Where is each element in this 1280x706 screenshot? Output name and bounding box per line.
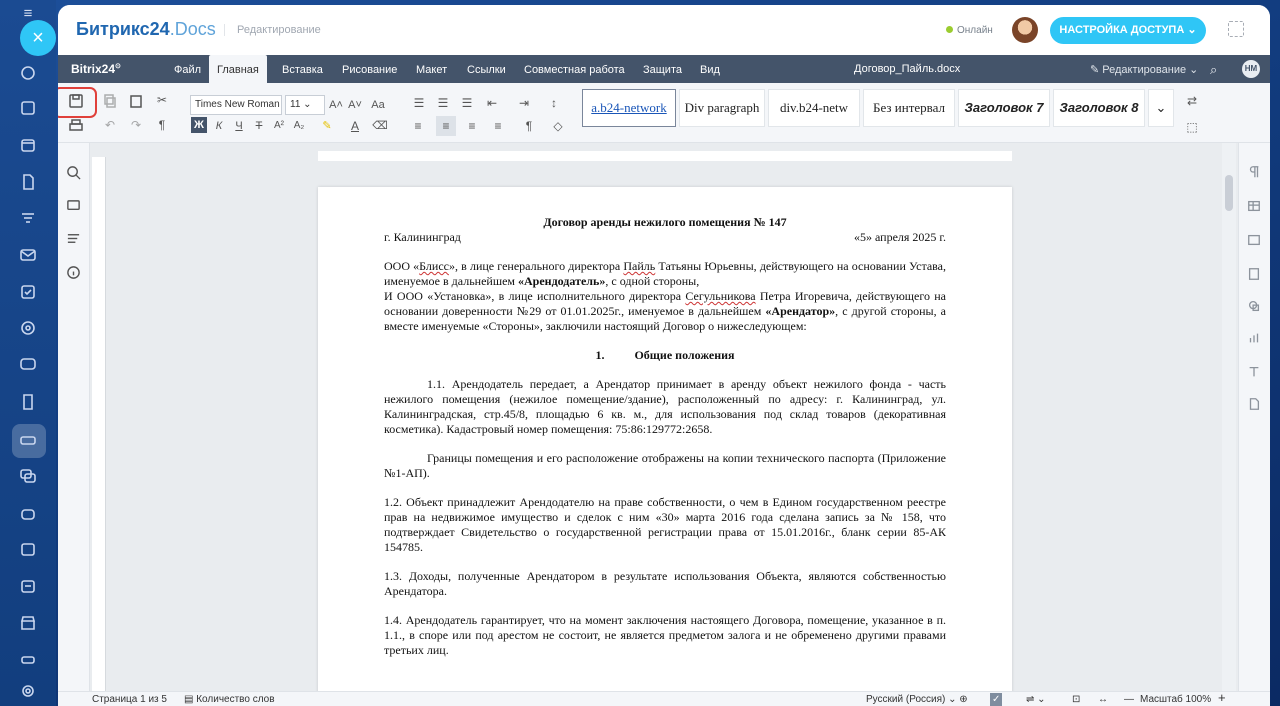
menu-view[interactable]: Вид [700, 64, 720, 76]
shrink-font-icon[interactable]: A˅ [348, 99, 362, 111]
section-heading: 1. Общие положения [595, 348, 735, 362]
robot-icon[interactable] [18, 504, 38, 524]
disk-icon[interactable] [18, 431, 38, 451]
style-div-b24[interactable]: div.b24-netw [768, 89, 860, 127]
menu-collaboration[interactable]: Совместная работа [524, 64, 625, 76]
more-icon[interactable] [18, 651, 38, 671]
navigation-icon[interactable] [66, 231, 82, 247]
globe-icon: ⊕ [959, 694, 968, 705]
document-area [58, 143, 1270, 691]
track-changes-icon[interactable]: ⇌ ⌄ [1026, 694, 1046, 705]
mode-label: Редактирование [224, 24, 321, 36]
checkbox-icon[interactable] [18, 283, 38, 303]
editor-brand-text: Bitrix24 [71, 62, 116, 76]
change-case-icon[interactable]: Aa [371, 99, 385, 111]
tasks-icon[interactable] [18, 99, 38, 119]
align-right-icon[interactable]: ≡ [468, 119, 476, 133]
text-run: Татьяны Юрьевны, действующего на основании Устава, именуемое в дальнейшем [384, 259, 946, 288]
editor-menubar [58, 55, 1270, 83]
paragraph-settings-icon[interactable] [1247, 165, 1263, 181]
bold-button[interactable]: Ж [191, 117, 207, 133]
doc-title: Договор аренды нежилого помещения № 147 [543, 215, 787, 229]
style-div-paragraph[interactable]: Div paragraph [679, 89, 765, 127]
text-run: », в лице генерального директора [448, 259, 624, 273]
numbering-icon[interactable]: ☰ [437, 96, 449, 110]
table-settings-icon[interactable] [1247, 199, 1263, 215]
menu-layout[interactable]: Макет [416, 64, 448, 76]
document-name: Договор_Пайль.docx [854, 63, 961, 75]
vertical-ruler [92, 157, 106, 691]
menu-draw[interactable]: Рисование [342, 64, 398, 76]
language-label: Русский (Россия) [866, 694, 946, 705]
doc-city-date-row [384, 230, 946, 245]
doc-paragraph-1-3: 1.3. Доходы, полученные Арендатором в результате использования Объекта, являются собственностью Арендатора. [384, 569, 946, 598]
user-initials-badge[interactable]: НМ [1242, 60, 1260, 78]
decrease-indent-icon[interactable]: ⇤ [486, 96, 498, 110]
online-status [946, 25, 993, 36]
menu-references[interactable]: Ссылки [467, 64, 506, 76]
undo-icon[interactable]: ↶ [104, 118, 116, 132]
doc-city: г. Калининград [384, 230, 461, 244]
document-page[interactable] [318, 187, 1012, 706]
user-avatar[interactable] [1012, 17, 1038, 43]
select-icon[interactable]: ⬚ [1186, 120, 1198, 134]
documents-icon[interactable] [18, 173, 38, 193]
spellcheck-word: Сегульникова [685, 289, 756, 303]
doc-paragraph-boundaries: Границы помещения и его расположение отображены на копии технического паспорта (Приложение №1-АП). [384, 451, 946, 480]
search-icon[interactable] [66, 165, 82, 181]
access-button-label: НАСТРОЙКА ДОСТУПА [1059, 24, 1185, 36]
access-settings-button[interactable] [1050, 17, 1206, 44]
header-footer-icon[interactable] [1247, 267, 1263, 283]
word-count[interactable] [184, 693, 275, 706]
logo-main-text: Битрикс24 [76, 19, 170, 39]
vertical-scrollbar[interactable] [1222, 143, 1236, 691]
fullscreen-icon[interactable] [1228, 21, 1244, 37]
save-icon[interactable] [66, 90, 86, 110]
top-header [58, 5, 1270, 55]
font-name-select[interactable]: Times New Roman [190, 95, 282, 115]
calendar-icon[interactable] [18, 136, 38, 156]
scrollbar-thumb[interactable] [1225, 175, 1233, 211]
pencil-icon: ✎ [1090, 64, 1100, 76]
text-run-bold: «Арендодатель» [518, 274, 606, 288]
highlight-color-icon[interactable]: ✎ [322, 120, 332, 132]
format-painter-icon[interactable]: ¶ [158, 118, 166, 132]
planner-icon[interactable] [18, 577, 38, 597]
redo-icon[interactable]: ↷ [130, 118, 142, 132]
strikethrough-button[interactable]: Т [255, 120, 263, 132]
paste-icon[interactable] [126, 90, 146, 110]
menu-protection[interactable]: Защита [643, 64, 682, 76]
comments-icon[interactable] [66, 199, 82, 215]
feed-icon[interactable] [18, 64, 38, 84]
font-size-value: 11 [290, 99, 301, 110]
home-ribbon [58, 83, 1270, 143]
doc-paragraph-1-4: 1.4. Арендодатель гарантирует, что на момент заключения настоящего Договора, помещение, указанное в п. 1.1., в споре или под арестом не состоит, не является предметом залога и не обременено другими правами третьих лиц. [384, 613, 946, 657]
text-run: Петра Игоревича, действующего на основании доверенности №29 от 01.01.2025г., именуемое в дальнейшем [384, 289, 947, 318]
search-icon[interactable]: ⌕ [1210, 62, 1218, 77]
menu-insert[interactable]: Вставка [282, 64, 323, 76]
zoom-level: Масштаб 100% [1140, 694, 1212, 705]
print-icon[interactable] [66, 115, 86, 135]
online-dot-icon [946, 26, 953, 33]
page-counter[interactable]: Страница 1 из 5 [92, 694, 167, 705]
text-run: , с одной стороны, [605, 274, 700, 288]
spellcheck-word: Пайль [623, 259, 656, 273]
image-settings-icon[interactable] [1247, 233, 1263, 249]
portal-left-menu [0, 0, 56, 706]
menu-home[interactable]: Главная [209, 55, 267, 83]
logo-suffix-text: .Docs [169, 19, 216, 39]
shape-settings-icon[interactable] [1247, 299, 1263, 315]
store-icon[interactable] [18, 614, 38, 634]
doc-paragraph-parties-2 [384, 289, 946, 334]
spellcheck-word: Блисс [419, 259, 449, 273]
filter-icon[interactable] [18, 209, 38, 229]
chevron-down-icon: ⌄ [1187, 24, 1197, 36]
app-logo[interactable] [76, 19, 216, 40]
style-heading-8[interactable]: Заголовок 8 [1053, 89, 1145, 127]
font-color-icon[interactable]: A [350, 119, 359, 133]
schedule-icon[interactable] [18, 540, 38, 560]
subscript-icon[interactable]: A₂ [293, 120, 305, 131]
fit-page-icon[interactable]: ⊡ [1072, 694, 1081, 705]
italic-button[interactable]: К [215, 120, 223, 132]
text-run: , с другой стороны, а вместе именуемые «Стороны», заключили настоящий Договор о нижеследующем: [384, 304, 946, 333]
justify-icon[interactable]: ≡ [494, 119, 502, 133]
replace-icon[interactable]: ⇄ [1186, 94, 1198, 108]
word-count-icon: ▤ [184, 694, 194, 705]
clear-format-icon[interactable]: ⌫ [372, 120, 388, 132]
docs-editor-window [58, 5, 1270, 706]
page-icon[interactable] [18, 393, 38, 413]
editor-brand: Bitrix24⊙ [71, 62, 121, 76]
textart-settings-icon[interactable] [1247, 365, 1263, 381]
style-no-spacing[interactable]: Без интервал [863, 89, 955, 127]
multilevel-list-icon[interactable]: ☰ [461, 96, 473, 110]
text-run-bold: «Арендатор» [765, 304, 836, 318]
chat-icon[interactable] [18, 356, 38, 376]
menu-file[interactable]: Файл [174, 64, 202, 76]
line-spacing-icon[interactable]: ↕ [551, 96, 557, 110]
spellcheck-icon[interactable]: ✓ [992, 694, 1001, 705]
zoom-in-button[interactable]: + [1218, 690, 1226, 705]
shading-icon[interactable]: ◇ [553, 119, 563, 133]
text-run: ООО « [384, 259, 420, 273]
font-size-select[interactable]: 11 ⌄ [285, 95, 325, 115]
form-settings-icon[interactable] [1247, 397, 1263, 413]
horizontal-ruler[interactable] [318, 151, 1012, 161]
mail-icon[interactable] [18, 246, 38, 266]
cut-icon[interactable]: ✂ [156, 93, 168, 107]
grow-font-icon[interactable]: A˄ [329, 99, 343, 111]
messages-icon[interactable] [18, 467, 38, 487]
word-count-label: Количество слов [196, 694, 275, 705]
align-center-icon[interactable]: ≡ [436, 116, 456, 136]
bullets-icon[interactable]: ☰ [413, 96, 425, 110]
status-bar [58, 691, 1270, 706]
copy-icon[interactable] [100, 90, 120, 110]
doc-paragraph-1-2: 1.2. Объект принадлежит Арендодателю на праве собственности, о чем в Едином государственном реестре прав на недвижимое имущество и сделок с ним «30» марта 2016 года сделана запись за № 158, что подтверждает Свидетельство о государственной регистрации права от 15.01.2016г., бланк серии 85-АК 154785. [384, 495, 946, 554]
left-side-panel [58, 143, 90, 691]
settings-icon[interactable] [18, 682, 38, 702]
language-select[interactable]: Русский (Россия) ⌄ ⊕ [866, 694, 968, 705]
doc-paragraph-1-1: 1.1. Арендодатель передает, а Арендатор принимает в аренду объект нежилого фонда - часть нежилого помещения (нежилое помещение/здание), расположенный по адресу: г. Калининград, ул. Калининградская, стр.45/8, площадью 6 кв. м., для использования под склад товаров (декоративная косметика). Кадастровый номер помещения: 75:86:129772:2658. [384, 377, 946, 436]
doc-date: «5» апреля 2025 г. [854, 230, 946, 244]
style-hyperlink[interactable]: a.b24-network [582, 89, 676, 127]
styles-more-button[interactable]: ⌄ [1148, 89, 1174, 127]
superscript-icon[interactable]: A² [274, 120, 284, 131]
fit-width-icon[interactable]: ↔ [1098, 694, 1108, 705]
doc-paragraph-parties-1 [384, 259, 946, 289]
text-run: И ООО «Установка», в лице исполнительного директора [384, 289, 686, 303]
edit-mode-dropdown[interactable]: ✎ Редактирование ⌄ [1090, 64, 1199, 76]
underline-button[interactable]: Ч [235, 120, 243, 132]
zoom-out-button[interactable]: — [1124, 694, 1134, 705]
right-side-panel [1238, 143, 1270, 691]
target-icon[interactable] [18, 319, 38, 339]
info-icon[interactable] [66, 265, 82, 281]
online-label: Онлайн [957, 25, 993, 36]
style-heading-7[interactable]: Заголовок 7 [958, 89, 1050, 127]
paragraph-marks-icon[interactable]: ¶ [525, 119, 533, 133]
menu-hamburger-icon[interactable]: ≡ [23, 5, 33, 22]
edit-mode-label: Редактирование [1102, 64, 1187, 76]
chart-settings-icon[interactable] [1247, 331, 1263, 347]
increase-indent-icon[interactable]: ⇥ [518, 96, 530, 110]
align-left-icon[interactable]: ≡ [414, 119, 422, 133]
close-slider-button[interactable]: × [20, 20, 56, 56]
